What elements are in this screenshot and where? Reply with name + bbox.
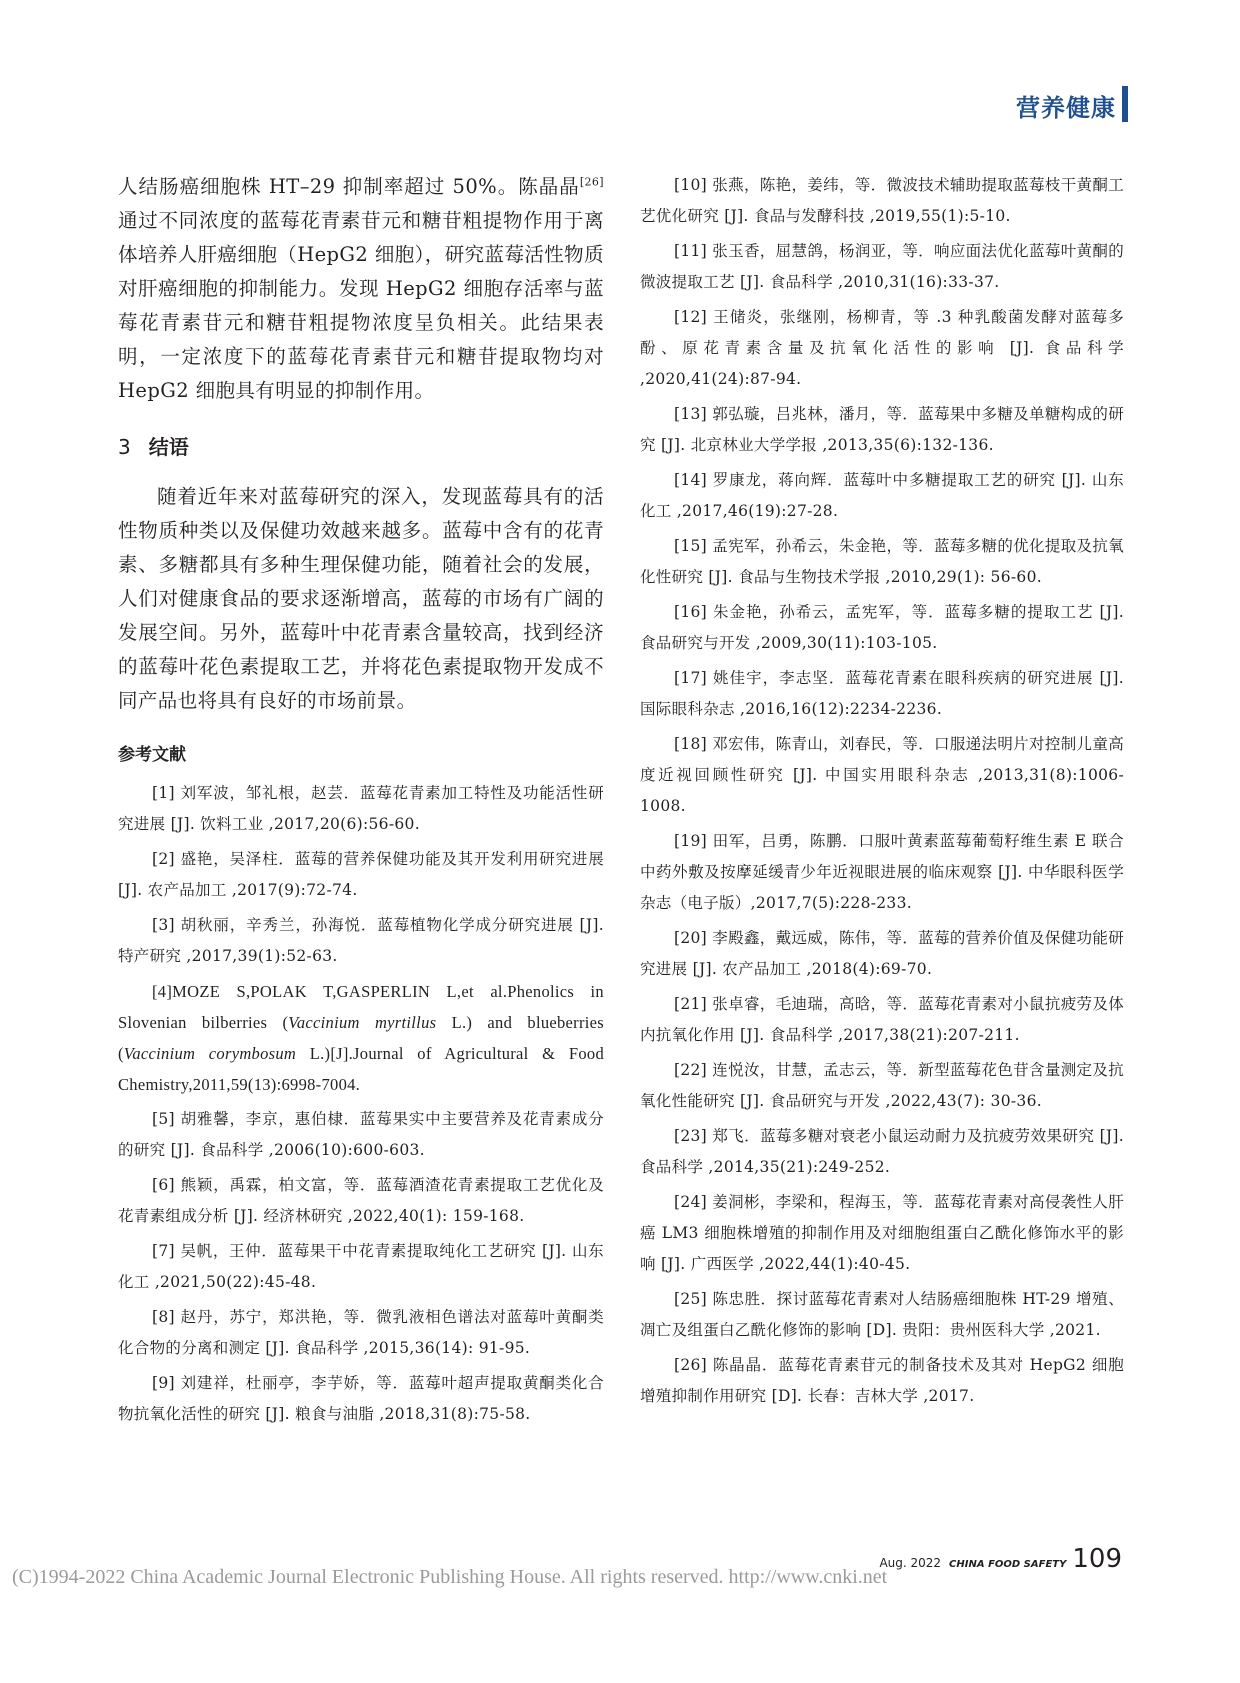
reference-item: [5] 胡雅馨，李京，惠伯棣．蓝莓果实中主要营养及花青素成分的研究 [J]. 食品科学 ,2006(10):600-603. xyxy=(118,1110,604,1159)
section-heading-text: 结语 xyxy=(148,435,189,459)
reference-item: [16] 朱金艳，孙希云，孟宪军，等．蓝莓多糖的提取工艺 [J]. 食品研究与开发 ,2009,30(11):103-105. xyxy=(640,603,1124,652)
reference-item: [11] 张玉香，屈慧鸽，杨润亚，等．响应面法优化蓝莓叶黄酮的微波提取工艺 [J]. 食品科学 ,2010,31(16):33-37. xyxy=(640,242,1124,291)
page-footer xyxy=(879,1544,1122,1574)
reference-item: [26] 陈晶晶．蓝莓花青素苷元的制备技术及其对 HepG2 细胞增殖抑制作用研究 [D]. 长春：吉林大学 ,2017. xyxy=(640,1356,1124,1405)
species-name: Vaccinium corymbosum xyxy=(123,1044,297,1063)
reference-item: [14] 罗康龙，蒋向辉．蓝莓叶中多糖提取工艺的研究 [J]. 山东化工 ,2017,46(19):27-28. xyxy=(640,471,1124,520)
reference-item: [22] 连悦汝，甘慧，孟志云，等．新型蓝莓花色苷含量测定及抗氧化性能研究 [J]. 食品研究与开发 ,2022,43(7): 30-36. xyxy=(640,1061,1124,1110)
reference-item: [12] 王储炎，张继刚，杨柳青，等 .3 种乳酸菌发酵对蓝莓多酚、原花青素含量及抗氧化活性的影响 [J]. 食品科学 ,2020,41(24):87-94. xyxy=(640,308,1124,388)
page-number: 109 xyxy=(1072,1544,1122,1574)
reference-item: [9] 刘建祥，杜丽亭，李芋娇，等．蓝莓叶超声提取黄酮类化合物抗氧化活性的研究 [J]. 粮食与油脂 ,2018,31(8):75-58. xyxy=(118,1374,604,1423)
reference-item: [18] 邓宏伟，陈青山，刘春民，等．口服递法明片对控制儿童高度近视回顾性研究 [J]. 中国实用眼科杂志 ,2013,31(8):1006-1008. xyxy=(640,735,1124,815)
reference-item: [10] 张燕，陈艳，姜纬，等．微波技术辅助提取蓝莓枝干黄酮工艺优化研究 [J]. 食品与发酵科技 ,2019,55(1):5-10. xyxy=(640,176,1124,225)
reference-item: [17] 姚佳宇，李志坚．蓝莓花青素在眼科疾病的研究进展 [J]. 国际眼科杂志 ,2016,16(12):2234-2236. xyxy=(640,669,1124,718)
reference-item: [19] 田军，吕勇，陈鹏．口服叶黄素蓝莓葡萄籽维生素 E 联合中药外敷及按摩延缓青少年近视眼进展的临床观察 [J]. 中华眼科医学杂志（电子版）,2017,7(5):228-233. xyxy=(640,832,1124,912)
reference-item: [23] 郑飞．蓝莓多糖对衰老小鼠运动耐力及抗疲劳效果研究 [J]. 食品科学 ,2014,35(21):249-252. xyxy=(640,1127,1124,1176)
section-marker-bar xyxy=(1122,86,1128,122)
left-column xyxy=(118,170,604,1434)
species-name: Vaccinium myrtillus xyxy=(288,1013,437,1032)
reference-text: [4]MOZE S,POLAK T,GASPERLIN L,et al.Phenolics in Slovenian bilberries ( xyxy=(118,982,604,1032)
reference-item: [24] 姜洞彬，李梁和，程海玉，等．蓝莓花青素对高侵袭性人肝癌 LM3 细胞株增殖的抑制作用及对细胞组蛋白乙酰化修饰水平的影响 [J]. 广西医学 ,2022,44(1):40-45. xyxy=(640,1193,1124,1273)
reference-item: [20] 李殿鑫，戴远威，陈伟，等．蓝莓的营养价值及保健功能研究进展 [J]. 农产品加工 ,2018(4):69-70. xyxy=(640,929,1124,978)
reference-item: [25] 陈忠胜．探讨蓝莓花青素对人结肠癌细胞株 HT-29 增殖、凋亡及组蛋白乙酰化修饰的影响 [D]. 贵阳：贵州医科大学 ,2021. xyxy=(640,1290,1124,1339)
reference-text: L.) and blueberries ( xyxy=(118,1013,604,1063)
reference-item: [15] 孟宪军，孙希云，朱金艳，等．蓝莓多糖的优化提取及抗氧化性研究 [J]. 食品与生物技术学报 ,2010,29(1): 56-60. xyxy=(640,537,1124,586)
section-heading xyxy=(118,432,604,462)
conclusion-paragraph: 随着近年来对蓝莓研究的深入，发现蓝莓具有的活性物质种类以及保健功效越来越多。蓝莓中含有的花青素、多糖都具有多种生理保健功能，随着社会的发展，人们对健康食品的要求逐渐增高，蓝莓的市场有广阔的发展空间。另外，蓝莓叶中花青素含量较高，找到经济的蓝莓叶花色素提取工艺，并将花色素提取物开发成不同产品也将具有良好的市场前景。 xyxy=(118,485,604,712)
copyright-watermark: (C)1994-2022 China Academic Journal Electronic Publishing House. All rights reserved. http://www.cnki.net xyxy=(12,1566,888,1588)
paragraph-text: 通过不同浓度的蓝莓花青素苷元和糖苷粗提物作用于离体培养人肝癌细胞（HepG2 细胞），研究蓝莓活性物质对肝癌细胞的抑制能力。发现 HepG2 细胞存活率与蓝莓花青素苷元和糖苷粗提物浓度呈负相关。此结果表明，一定浓度下的蓝莓花青素苷元和糖苷提取物均对 HepG2 细胞具有明显的抑制作用。 xyxy=(118,209,604,402)
reference-item: [13] 郭弘璇，吕兆林，潘月，等．蓝莓果中多糖及单糖构成的研究 [J]. 北京林业大学学报 ,2013,35(6):132-136. xyxy=(640,405,1124,454)
reference-item: [2] 盛艳，吴泽柱．蓝莓的营养保健功能及其开发利用研究进展 [J]. 农产品加工 ,2017(9):72-74. xyxy=(118,850,604,899)
reference-item: [1] 刘军波，邹礼根，赵芸．蓝莓花青素加工特性及功能活性研究进展 [J]. 饮料工业 ,2017,20(6):56-60. xyxy=(118,784,604,833)
reference-item: [6] 熊颖，禹霖，柏文富，等．蓝莓酒渣花青素提取工艺优化及花青素组成分析 [J]. 经济林研究 ,2022,40(1): 159-168. xyxy=(118,1176,604,1225)
paragraph-text: 人结肠癌细胞株 HT–29 抑制率超过 50%。陈晶晶 xyxy=(118,175,580,198)
references-heading: 参考文献 xyxy=(118,745,186,765)
citation-marker: [26] xyxy=(579,175,604,189)
reference-item: [21] 张卓睿，毛迪瑞，高晗，等．蓝莓花青素对小鼠抗疲劳及体内抗氧化作用 [J]. 食品科学 ,2017,38(21):207-211. xyxy=(640,995,1124,1044)
reference-item xyxy=(118,976,604,1100)
right-column xyxy=(640,170,1124,1416)
reference-item: [3] 胡秋丽，辛秀兰，孙海悦．蓝莓植物化学成分研究进展 [J]. 特产研究 ,2017,39(1):52-63. xyxy=(118,916,604,965)
reference-item: [8] 赵丹，苏宁，郑洪艳，等．微乳液相色谱法对蓝莓叶黄酮类化合物的分离和测定 [J]. 食品科学 ,2015,36(14): 91-95. xyxy=(118,1308,604,1357)
body-paragraph xyxy=(118,170,604,408)
journal-name: CHINA FOOD SAFETY xyxy=(949,1559,1067,1570)
section-number: 3 xyxy=(118,435,131,459)
section-title: 营养健康 xyxy=(1016,94,1116,122)
reference-text: L.)[J].Journal of Agricultural & Food Chemistry,2011,59(13):6998-7004. xyxy=(118,1044,604,1094)
reference-item: [7] 吴帆，王仲．蓝莓果干中花青素提取纯化工艺研究 [J]. 山东化工 ,2021,50(22):45-48. xyxy=(118,1242,604,1291)
issue-date: Aug. 2022 xyxy=(879,1556,942,1570)
